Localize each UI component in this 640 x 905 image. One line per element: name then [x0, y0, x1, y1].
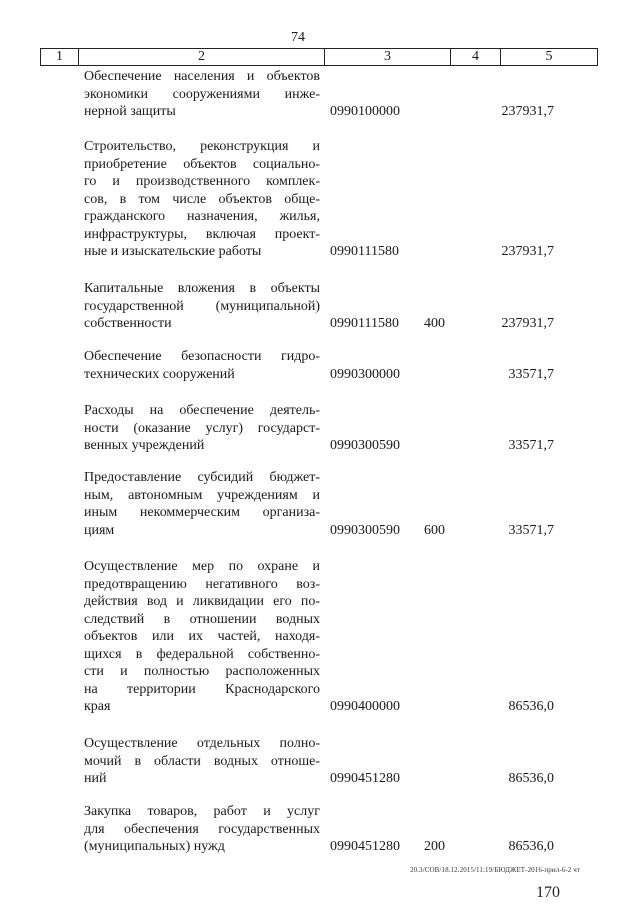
row-expense-type: 600 — [424, 522, 445, 538]
row-code: 0990300590 — [330, 522, 400, 538]
row-description — [84, 469, 320, 539]
column-header-row — [40, 48, 598, 66]
description-line: инфраструктуры, включая проект- — [84, 226, 320, 242]
sheet-number: 170 — [536, 884, 560, 901]
row-amount: 33571,7 — [508, 522, 554, 538]
description-line: ний — [84, 771, 107, 786]
row-code: 0990300590 — [330, 438, 400, 453]
description-line: щихся в федеральной собственно- — [84, 646, 320, 662]
column-header-5: 5 — [545, 49, 553, 64]
description-line: Обеспечение безопасности гидро- — [84, 349, 320, 364]
row-code: 0990451280 — [330, 771, 400, 786]
row-description — [84, 68, 320, 121]
page-number: 74 — [291, 30, 305, 45]
description-line: государственной (муниципальной) — [84, 298, 320, 314]
row-expense-type: 400 — [424, 316, 445, 331]
row-amount: 237931,7 — [501, 244, 554, 259]
row-amount: 86536,0 — [508, 699, 554, 714]
description-line: края — [84, 699, 111, 714]
row-code: 0990111580 — [330, 316, 399, 331]
description-line: ности (оказание услуг) государст- — [84, 420, 320, 436]
column-header-3: 3 — [325, 49, 451, 65]
row-amount: 86536,0 — [508, 771, 554, 786]
column-header-4: 4 — [451, 49, 501, 65]
description-line: собственности — [84, 316, 172, 331]
footer-note: 20.3/СОВ/18.12.2015/11:19/БЮДЖЕТ-2016-прил-6-2 чт — [410, 866, 580, 874]
description-line: технических сооружений — [84, 366, 235, 382]
row-description — [84, 735, 320, 788]
description-line: сти и полностью расположенных — [84, 664, 320, 679]
row-amount: 86536,0 — [508, 839, 554, 854]
description-line: Обеспечение населения и объектов — [84, 69, 320, 84]
description-line: го и производственного комплек- — [84, 174, 320, 189]
description-line: предотвращению негативного воз- — [84, 576, 320, 592]
row-code: 0990300000 — [330, 366, 400, 382]
row-amount: 33571,7 — [508, 438, 554, 453]
description-line: Закупка товаров, работ и услуг — [84, 804, 320, 819]
description-line: Осуществление мер по охране и — [84, 559, 320, 574]
row-description — [84, 348, 320, 383]
row-description — [84, 138, 320, 261]
description-line: иным некоммерческим организа- — [84, 505, 320, 520]
row-code: 0990451280 — [330, 839, 400, 854]
description-line: приобретение объектов социально- — [84, 156, 320, 172]
description-line: на территории Краснодарского — [84, 681, 320, 697]
description-line: гражданского назначения, жилья, — [84, 209, 320, 224]
column-header-2: 2 — [79, 49, 325, 65]
description-line: для обеспечения государственных — [84, 821, 320, 837]
description-line: Предоставление субсидий бюджет- — [84, 470, 320, 485]
description-line: Строительство, реконструкция и — [84, 139, 320, 154]
row-code: 0990100000 — [330, 104, 400, 119]
description-line: мочий в области водных отноше- — [84, 753, 320, 769]
description-line: ным, автономным учреждениям и — [84, 487, 320, 503]
column-header-1: 1 — [41, 49, 79, 65]
description-line: действия вод и ликвидации его по- — [84, 594, 320, 609]
description-line: Расходы на обеспечение деятель- — [84, 403, 320, 418]
description-line: (муниципальных) нужд — [84, 839, 225, 854]
description-line: следствий в отношении водных — [84, 611, 320, 627]
row-code: 0990111580 — [330, 244, 399, 259]
row-amount: 33571,7 — [508, 366, 554, 382]
description-line: венных учреждений — [84, 438, 205, 453]
description-line: Осуществление отдельных полно- — [84, 736, 320, 751]
description-line: ные и изыскательские работы — [84, 244, 262, 259]
description-line: сов, в том числе объектов обще- — [84, 191, 320, 207]
description-line: циям — [84, 522, 115, 538]
row-description — [84, 803, 320, 856]
description-line: Капитальные вложения в объекты — [84, 281, 320, 296]
description-line: экономики сооружениями инже- — [84, 86, 320, 102]
row-description — [84, 402, 320, 455]
row-expense-type: 200 — [424, 839, 445, 854]
description-line: нерной защиты — [84, 104, 176, 119]
description-line: объектов или их частей, находя- — [84, 629, 320, 644]
row-code: 0990400000 — [330, 699, 400, 714]
row-description — [84, 558, 320, 716]
row-amount: 237931,7 — [501, 104, 554, 119]
row-amount: 237931,7 — [501, 316, 554, 331]
row-description — [84, 280, 320, 333]
